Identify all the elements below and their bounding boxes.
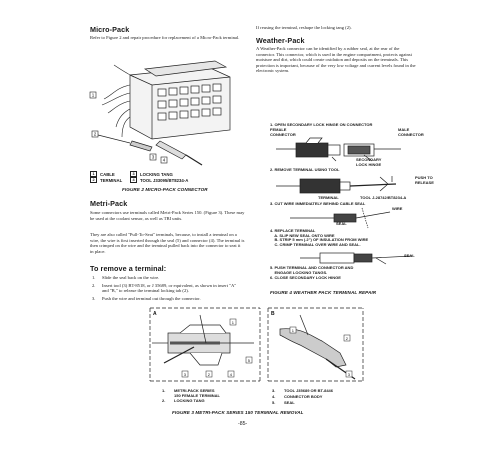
wp-step-4: 4. REPLACE TERMINAL A. SLIP NEW SEAL ONTO WIRE B. STRIP 5 mm (.2") OF INSULATION FROM WIRE C. CRIMP TERMINAL OVER WIRE AND SEAL.	[270, 228, 369, 247]
wp-tool-label: TOOL J-28742/BT8234-A	[360, 195, 407, 200]
legend-row: 4. CONNECTOR BODY	[272, 393, 323, 399]
page-number: -85-	[238, 421, 248, 427]
callout-3: 3	[151, 154, 155, 160]
micro-pack-connector-drawing	[90, 55, 240, 170]
figure-3-inserts	[150, 305, 365, 385]
figure-3-legend-left	[162, 388, 220, 404]
callout: 2	[207, 371, 210, 377]
legend-row: 2. LOCKING TANG	[162, 398, 205, 404]
callout: 1	[291, 327, 294, 333]
callout: 1	[231, 319, 234, 325]
callout: 5	[247, 357, 250, 363]
wp-seal-label: SEAL	[336, 221, 347, 226]
figure-2-caption: FIGURE 2 MICRO-PACK CONNECTOR	[122, 187, 208, 192]
figure-4-caption: FIGURE 4 WEATHER PACK TERMINAL REPAIR	[270, 290, 377, 295]
wp-step-5: 5. PUSH TERMINAL AND CONNECTOR AND ENGAGE LOCKING TANGS.	[270, 265, 354, 275]
callout: 3	[347, 371, 350, 377]
legend-row: 5. SEAL	[272, 399, 295, 405]
micro-pack-heading: Micro-Pack	[90, 25, 130, 34]
figure-3-legend-right	[272, 388, 333, 405]
remove-steps-list	[92, 275, 242, 301]
callout-4: 4	[162, 157, 166, 163]
wp-step-6: 6. CLOSE SECONDARY LOCK HINGE	[270, 275, 341, 280]
list-item: 1. Slide the seal back on the wire.	[92, 275, 160, 280]
insert-b-label: B	[271, 311, 275, 317]
weather-pack-heading: Weather-Pack	[256, 36, 305, 45]
wp-step-2: 2. REMOVE TERMINAL USING TOOL	[270, 167, 340, 172]
legend-row: 1 CABLE 3 LOCKING TANG	[90, 171, 188, 177]
list-item: 2. Insert tool (3) BT-8518, or J 35689, or equivalent, as shown in insert "A" and "B," to release the terminal locking tab (2).	[92, 282, 237, 294]
callout: 3	[183, 371, 186, 377]
micro-pack-legend	[90, 171, 188, 183]
wp-step-3: 3. CUT WIRE IMMEDIATELY BEHIND CABLE SEAL	[270, 201, 366, 206]
callout-1: 1	[91, 92, 95, 98]
wp-secondary-lock-hinge-label: SECONDARY LOCK HINGE	[356, 157, 382, 167]
legend-row: 1. METRI-PACK SERIES 150 FEMALE TERMINAL	[162, 388, 221, 399]
legend-row: 2 TERMINAL 4 TOOL J33095/BT8234-A	[90, 177, 188, 183]
figure-3-caption: FIGURE 3 METRI-PACK SERIES 150 TERMINAL REMOVAL	[172, 410, 304, 415]
wp-wire-label: WIRE	[392, 206, 403, 211]
wp-male-connector-label: MALE CONNECTOR	[398, 127, 424, 137]
wp-seal-label-2: SEAL	[404, 253, 415, 258]
remove-terminal-heading: To remove a terminal:	[90, 264, 167, 273]
list-item: 3. Push the wire and terminal out through the connector.	[92, 295, 201, 301]
metri-pack-para-1: Some connectors use terminals called Metri-Pack Series 150. (Figure 3). These may be used at the coolant sensor, as well as TBI units.	[90, 210, 245, 221]
reuse-terminal-text: If reusing the terminal, reshape the locking tang (2).	[256, 25, 352, 30]
wp-push-to-release-label: PUSH TO RELEASE	[415, 175, 434, 185]
metri-pack-para-2: They are also called "Pull-To-Seat" terminals, because, to install a terminal on a wire, the wire is first inserted through the seal (5) and connector (4). The terminal is then crimped on the wire and the terminal pulled back into the connector to seat it in place.	[90, 232, 245, 254]
wp-female-connector-label: FEMALE CONNECTOR	[270, 127, 296, 137]
callout: 2	[345, 335, 348, 341]
callout-2: 2	[93, 131, 97, 137]
wp-step-1-drawing	[276, 137, 406, 163]
metri-pack-heading: Metri-Pack	[90, 199, 128, 208]
insert-a-label: A	[153, 311, 157, 317]
weather-pack-body: A Weather-Pack connector can be identified by a rubber seal, at the rear of the connector. This connector, which is used in the engine compartment, protects against moisture and dirt, which could create oxidation and deposits on the terminals. This protection is important, because of the very low voltage and current levels found in the electronic system.	[256, 46, 416, 74]
callout: 4	[229, 371, 232, 377]
micro-pack-body: Refer to Figure 2 and repair procedure for replacement of a Micro-Pack terminal.	[90, 35, 240, 40]
wp-step-4-drawing	[300, 250, 420, 266]
legend-row: 3. TOOL J35689 OR BT-8446	[272, 388, 333, 393]
wp-terminal-label: TERMINAL	[318, 195, 339, 200]
wp-step-1: 1. OPEN SECONDARY LOCK HINGE ON CONNECTOR	[270, 122, 373, 127]
